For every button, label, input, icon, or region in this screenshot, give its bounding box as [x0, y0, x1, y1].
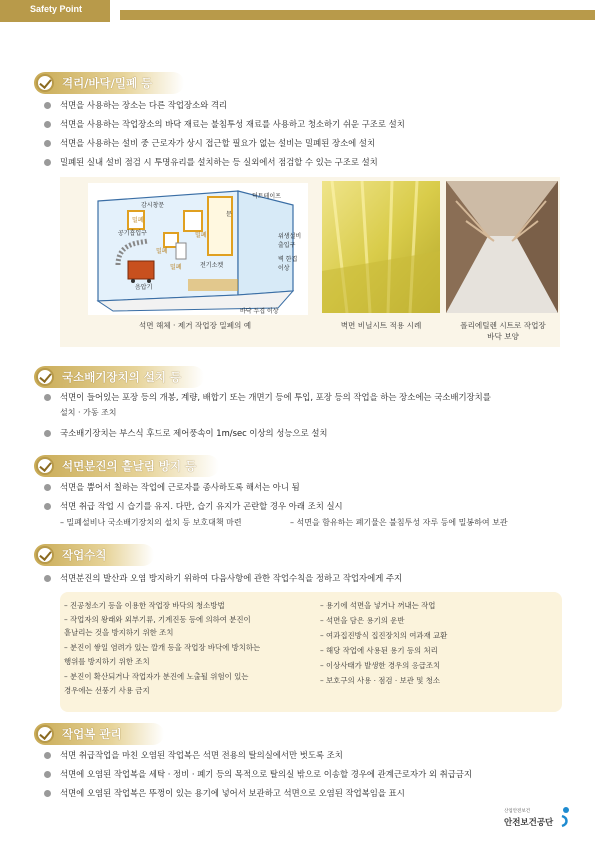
- rule-item: – 작업자의 왕래와 외부기류, 기계진동 등에 의하여 분진이: [64, 615, 251, 624]
- kosha-logo: [500, 806, 575, 832]
- label-entrance-2: 출입구: [278, 242, 296, 249]
- check-icon: [36, 368, 54, 386]
- bullet-item: 석면을 사용하는 작업장소의 바닥 재료는 불침투성 재료를 사용하고 청소하기 쉬운 구조로 설치: [44, 118, 554, 131]
- section-title: 작업복 관리: [62, 727, 122, 741]
- bullet-item: 석면을 사용하는 장소는 다른 작업장소와 격리: [44, 99, 554, 112]
- sub-item: – 밀폐설비나 국소배기장치의 설치 등 보호대책 마련: [60, 518, 242, 527]
- plastic-sheet-photo: [322, 181, 440, 313]
- floor-protection-photo: [446, 181, 558, 313]
- section-header-exhaust: [34, 366, 194, 388]
- label-window: 감시창문: [141, 202, 165, 209]
- label-outlet: 전기소켓: [200, 262, 224, 269]
- bullet-item: 국소배기장치는 부스식 후드로 제어풍속이 1m/sec 이상의 성능으로 설치: [44, 427, 554, 440]
- rule-item: – 용기에 석면을 넣거나 꺼내는 작업: [320, 601, 436, 610]
- bullet-item: 밀폐된 실내 설비 점검 시 투명유리를 설치하는 등 실외에서 점검할 수 있는 구조로 설치: [44, 156, 554, 169]
- rule-item: – 여과집진방식 집진장치의 여과재 교환: [320, 631, 448, 640]
- figure-caption-3b: 바닥 보양: [487, 332, 519, 341]
- label-wall-2: 이상: [278, 265, 290, 272]
- bullet-item: 석면을 뿜어서 칠하는 작업에 근로자를 종사하도록 해서는 아니 됨: [44, 481, 554, 494]
- rule-item: – 석면을 담은 용기의 운반: [320, 616, 405, 625]
- bullet-item: 석면에 오염된 작업복은 뚜껑이 있는 용기에 넣어서 보관하고 석면으로 오염된 작업복임을 표시: [44, 787, 554, 800]
- rule-item: – 해당 작업에 사용된 용기 등의 처리: [320, 646, 438, 655]
- rule-item: – 진공청소기 등을 이용한 작업장 바닥의 청소방법: [64, 601, 225, 610]
- rule-item: – 보호구의 사용 · 점검 · 보관 및 청소: [320, 676, 441, 685]
- section-header-workwear: [34, 723, 194, 745]
- label-wall-1: 벽 한겹: [278, 256, 298, 263]
- header-tag: Safety Point: [30, 4, 83, 14]
- sub-item: – 석면을 함유하는 폐기물은 불침투성 자루 등에 밀봉하여 보관: [290, 518, 508, 527]
- figure-caption-2: 벽면 비닐시트 적용 시례: [340, 321, 422, 330]
- rule-item: – 이상사태가 발생한 경우의 응급조치: [320, 661, 441, 670]
- section-title: 석면분진의 흩날림 방지 등: [62, 459, 197, 473]
- header-bar: [0, 0, 595, 22]
- section-header-isolation: [34, 72, 194, 94]
- figure-caption-3: 폴리에틸렌 시트로 작업장: [460, 321, 546, 330]
- figure-caption-1: 석면 해체 · 제거 작업장 밀폐의 예: [138, 321, 252, 330]
- label-seal-2: 밀폐: [195, 232, 207, 239]
- check-icon: [36, 725, 54, 743]
- check-icon: [36, 546, 54, 564]
- bullet-item: 석면 취급작업을 마친 오염된 작업복은 석면 전용의 탈의실에서만 벗도록 조치: [44, 749, 554, 762]
- logo-mark-icon: [560, 806, 572, 828]
- label-air-intake: 공기흡입구: [118, 230, 147, 237]
- section-title: 격리/바닥/밀폐 등: [62, 76, 153, 90]
- header-tab: [0, 0, 110, 22]
- bullet-item: 석면분진의 발산과 오염 방지하기 위하여 다음사항에 관한 작업수칙을 정하고 작업자에게 주지: [44, 572, 554, 585]
- logo-org-name: 안전보건공단: [504, 818, 554, 828]
- label-seal-1: 밀폐: [156, 248, 168, 255]
- section-title: 국소배기장치의 설치 등: [62, 370, 182, 384]
- label-seal-3: 밀폐: [170, 264, 182, 271]
- label-window-seal: 밀폐: [132, 217, 144, 224]
- bullet-item: 석면이 들어있는 포장 등의 개봉, 계량, 배합기 또는 개면기 등에 투입, 포장 등의 작업을 하는 장소에는 국소배기장치를: [44, 391, 554, 404]
- enclosure-diagram: [88, 183, 308, 315]
- header-stripe: [120, 10, 595, 20]
- section-header-dust: [34, 455, 197, 477]
- label-fan: 음압기: [135, 284, 153, 291]
- check-icon: [36, 457, 54, 475]
- label-door: 문: [226, 211, 232, 218]
- bullet-continuation: 설치 · 가동 조치: [60, 408, 117, 417]
- section-title: 작업수칙: [62, 548, 107, 562]
- rule-item: – 분진이 확산되거나 작업자가 분진에 노출될 위험이 있는: [64, 672, 249, 681]
- logo-small-text: 산업안전보건: [504, 809, 531, 814]
- rule-item: 흩날리는 것을 방지하기 위한 조치: [64, 628, 174, 637]
- section-header-rules: [34, 544, 194, 566]
- rule-item: – 분진이 쌓일 염려가 있는 깔개 등을 작업장 바닥에 방치하는: [64, 643, 261, 652]
- label-duct-tape: 덕트테이프: [252, 193, 281, 200]
- bullet-item: 석면 취급 작업 시 습기를 유지. 다만, 습기 유지가 곤란할 경우 아래 조치 실시: [44, 500, 554, 513]
- bullet-item: 석면을 사용하는 설비 중 근로자가 상시 접근할 필요가 없는 설비는 밀폐된 장소에 설치: [44, 137, 554, 150]
- rule-item: 경우에는 선풍기 사용 금지: [64, 686, 150, 695]
- label-floor: 바닥 두겹 이상: [240, 308, 279, 315]
- rule-item: 행위를 방지하기 위한 조치: [64, 657, 150, 666]
- bullet-item: 석면에 오염된 작업복을 세탁 · 정비 · 폐기 등의 목적으로 탈의실 밖으로 이송할 경우에 관계근로자가 외 취급금지: [44, 768, 554, 781]
- label-entrance-1: 위생설비: [278, 233, 302, 240]
- check-icon: [36, 74, 54, 92]
